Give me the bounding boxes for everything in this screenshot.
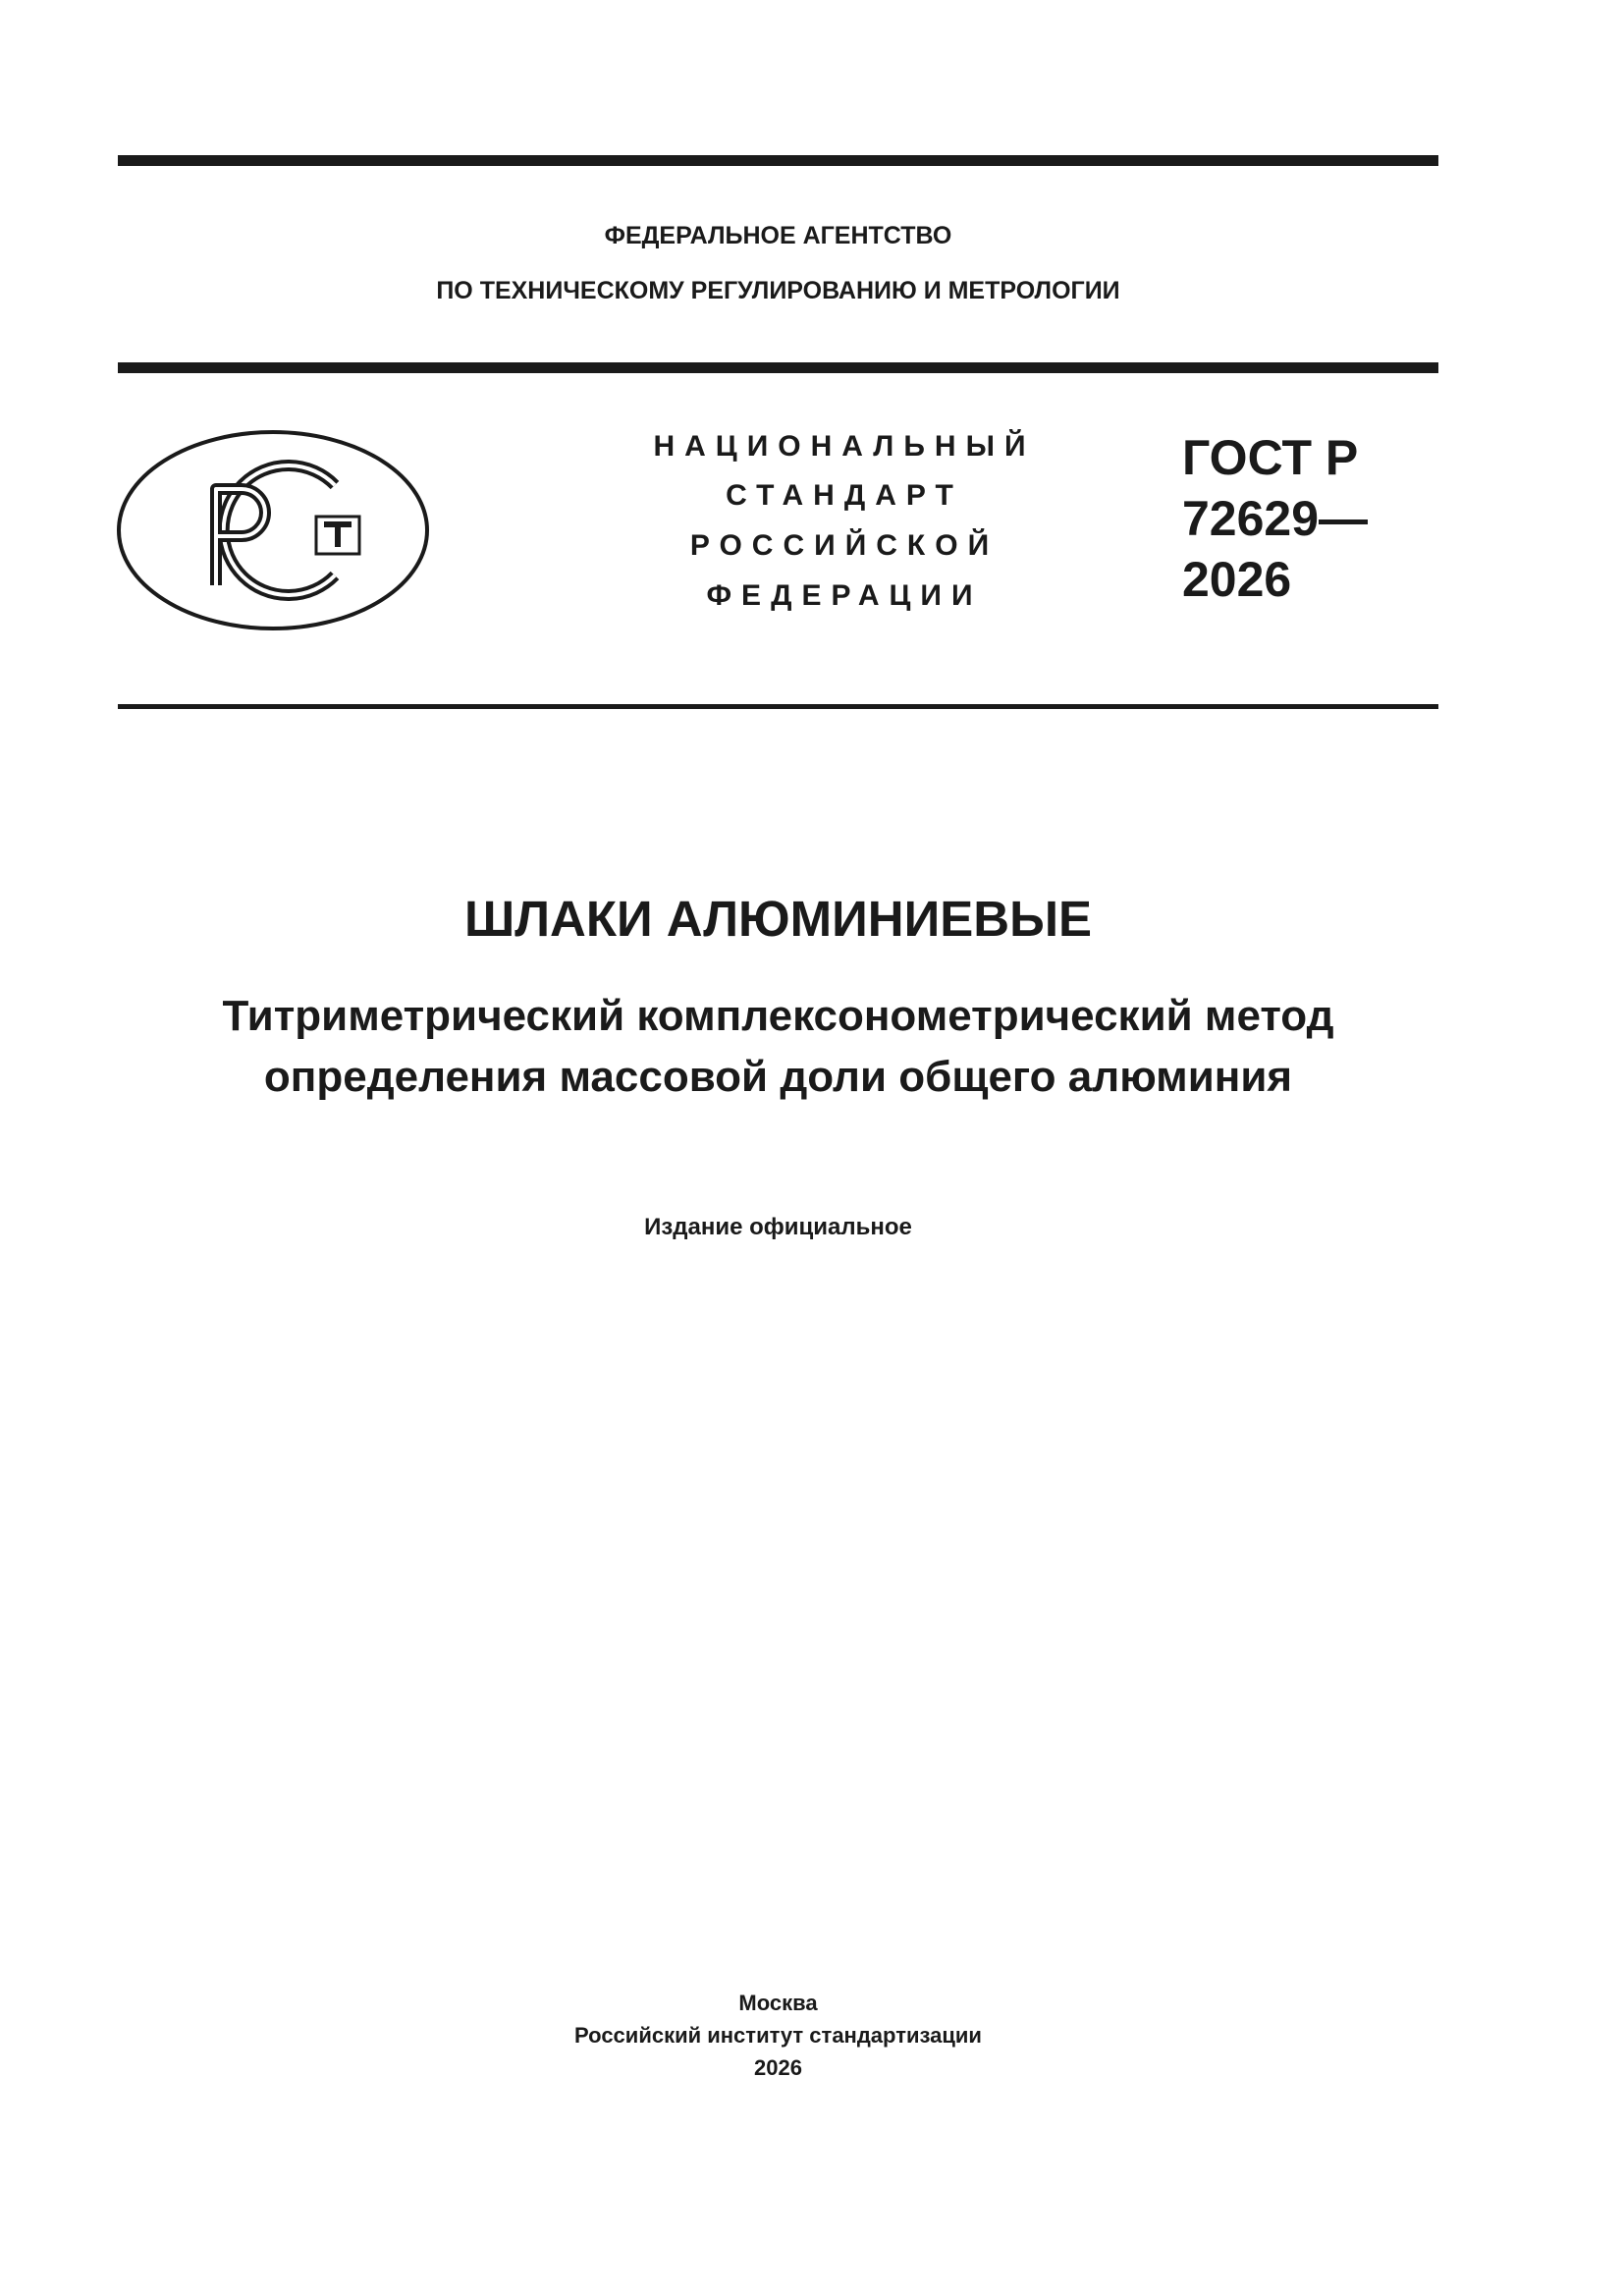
document-subtitle-line-1: Титриметрический комплексонометрический метод xyxy=(222,992,1334,1040)
agency-name-line-1: ФЕДЕРАЛЬНОЕ АГЕНТСТВО xyxy=(604,222,952,249)
document-subtitle-line-2: определения массовой доли общего алюминия xyxy=(263,1053,1293,1101)
designation-line-3: 2026 xyxy=(1182,552,1292,607)
middle-thick-rule xyxy=(118,362,1438,373)
standard-type-line-3: РОССИЙСКОЙ xyxy=(689,529,1000,562)
standard-type-line-1: НАЦИОНАЛЬНЫЙ xyxy=(653,430,1036,463)
imprint-year: 2026 xyxy=(754,2055,802,2080)
imprint-publisher: Российский институт стандартизации xyxy=(574,2023,982,2048)
designation-line-1: ГОСТ Р xyxy=(1182,430,1359,485)
imprint-city: Москва xyxy=(738,1991,818,2015)
designation-line-2: 72629— xyxy=(1182,491,1369,546)
agency-name-line-2: ПО ТЕХНИЧЕСКОМУ РЕГУЛИРОВАНИЮ И МЕТРОЛОГИИ xyxy=(436,277,1120,304)
standard-type-line-4: ФЕДЕРАЦИИ xyxy=(706,579,983,612)
rst-certification-mark-icon xyxy=(116,428,430,632)
edition-label: Издание официальное xyxy=(644,1214,912,1240)
top-thick-rule xyxy=(118,155,1438,166)
standard-type-line-2: СТАНДАРТ xyxy=(726,479,963,512)
document-title: ШЛАКИ АЛЮМИНИЕВЫЕ xyxy=(463,891,1093,947)
bottom-rule xyxy=(118,704,1438,709)
